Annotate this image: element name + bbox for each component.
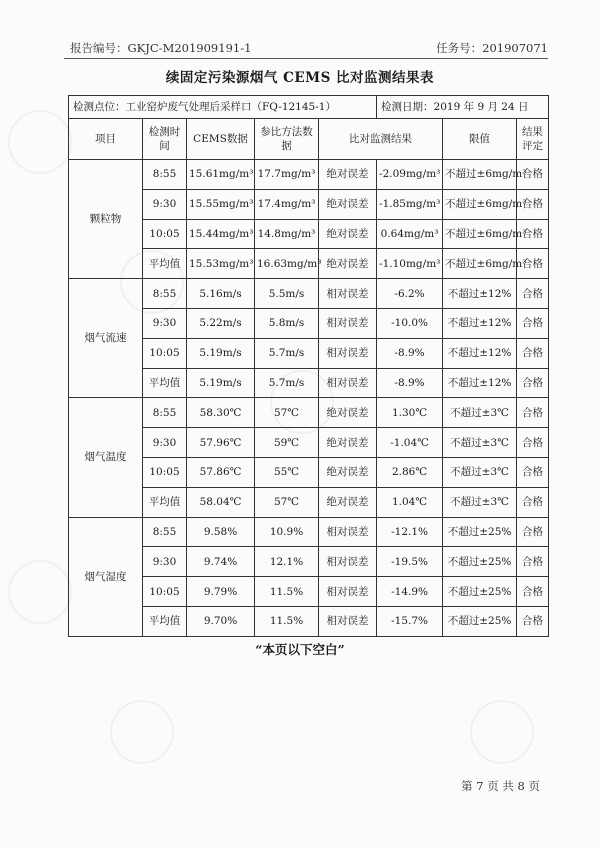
cell-limit: 不超过±12% xyxy=(443,368,517,398)
cell-time: 10:05 xyxy=(143,219,187,249)
cell-cems: 57.96℃ xyxy=(187,428,255,458)
cell-eval: 合格 xyxy=(517,338,549,368)
cell-type: 绝对误差 xyxy=(319,487,377,517)
cell-time: 10:05 xyxy=(143,457,187,487)
cell-limit: 不超过±3℃ xyxy=(443,398,517,428)
cell-cems: 58.30℃ xyxy=(187,398,255,428)
cell-eval: 合格 xyxy=(517,189,549,219)
cell-type: 绝对误差 xyxy=(319,398,377,428)
header-time xyxy=(143,119,187,160)
cell-cems: 9.74% xyxy=(187,547,255,577)
cell-eval: 合格 xyxy=(517,308,549,338)
cell-eval: 合格 xyxy=(517,279,549,309)
results-table xyxy=(68,95,549,637)
cell-type: 绝对误差 xyxy=(319,160,377,190)
cell-time: 8:55 xyxy=(143,160,187,190)
cell-ref: 5.7m/s xyxy=(255,338,319,368)
cell-cems: 15.61mg/m³ xyxy=(187,160,255,190)
cell-type: 相对误差 xyxy=(319,368,377,398)
table-row xyxy=(69,279,549,309)
cell-ref: 57℃ xyxy=(255,398,319,428)
cell-time: 10:05 xyxy=(143,338,187,368)
cell-ref: 16.63mg/m³ xyxy=(255,249,319,279)
cell-limit: 不超过±3℃ xyxy=(443,428,517,458)
group-name-cell: 颗粒物 xyxy=(69,160,143,279)
cell-limit: 不超过±25% xyxy=(443,517,517,547)
cell-eval: 合格 xyxy=(517,368,549,398)
cell-result: -2.09mg/m³ xyxy=(377,160,443,190)
cell-result: -8.9% xyxy=(377,338,443,368)
cell-cems: 9.70% xyxy=(187,606,255,636)
cell-cems: 15.44mg/m³ xyxy=(187,219,255,249)
table-row xyxy=(69,517,549,547)
cell-limit: 不超过±3℃ xyxy=(443,487,517,517)
cell-ref: 55℃ xyxy=(255,457,319,487)
cell-result: -8.9% xyxy=(377,368,443,398)
watermark-seal xyxy=(8,560,72,624)
cell-cems: 9.79% xyxy=(187,577,255,607)
sampling-location: 检测点位：工业窑炉废气处理后采样口（FQ-12145-1） xyxy=(69,96,377,119)
cell-result: 0.64mg/m³ xyxy=(377,219,443,249)
cell-eval: 合格 xyxy=(517,547,549,577)
cell-ref: 5.8m/s xyxy=(255,308,319,338)
header-compare: 比对监测结果 xyxy=(319,119,443,160)
group-name-cell: 烟气流速 xyxy=(69,279,143,398)
cell-result: -12.1% xyxy=(377,517,443,547)
task-number: 任务号：201907071 xyxy=(436,41,548,55)
cell-limit: 不超过±6mg/m³ xyxy=(443,189,517,219)
watermark-seal xyxy=(8,110,72,174)
cell-limit: 不超过±12% xyxy=(443,308,517,338)
cell-result: -1.10mg/m³ xyxy=(377,249,443,279)
cell-result: -10.0% xyxy=(377,308,443,338)
info-row xyxy=(69,96,549,119)
cell-cems: 57.86℃ xyxy=(187,457,255,487)
cell-type: 绝对误差 xyxy=(319,189,377,219)
group-name-cell: 烟气湿度 xyxy=(69,517,143,636)
cell-ref: 14.8mg/m³ xyxy=(255,219,319,249)
cell-ref: 5.5m/s xyxy=(255,279,319,309)
cell-ref: 59℃ xyxy=(255,428,319,458)
header-ref xyxy=(255,119,319,160)
cell-ref: 11.5% xyxy=(255,577,319,607)
report-number: 报告编号：GKJC-M201909191-1 xyxy=(70,41,252,55)
cell-eval: 合格 xyxy=(517,457,549,487)
cell-result: -14.9% xyxy=(377,577,443,607)
cell-type: 相对误差 xyxy=(319,547,377,577)
cell-limit: 不超过±6mg/m³ xyxy=(443,249,517,279)
header-ref-text: 参比方法数据 xyxy=(260,126,313,152)
table-header xyxy=(69,119,549,160)
cell-eval: 合格 xyxy=(517,398,549,428)
cell-type: 绝对误差 xyxy=(319,428,377,458)
cell-ref: 12.1% xyxy=(255,547,319,577)
cell-eval: 合格 xyxy=(517,160,549,190)
cell-ref: 57℃ xyxy=(255,487,319,517)
cell-result: -6.2% xyxy=(377,279,443,309)
cell-cems: 5.22m/s xyxy=(187,308,255,338)
cell-limit: 不超过±12% xyxy=(443,338,517,368)
cell-result: -1.85mg/m³ xyxy=(377,189,443,219)
cell-cems: 15.55mg/m³ xyxy=(187,189,255,219)
cell-eval: 合格 xyxy=(517,428,549,458)
cell-ref: 17.7mg/m³ xyxy=(255,160,319,190)
cell-type: 绝对误差 xyxy=(319,457,377,487)
header-time-text: 检测时间 xyxy=(148,126,181,152)
cell-limit: 不超过±6mg/m³ xyxy=(443,160,517,190)
cell-eval: 合格 xyxy=(517,517,549,547)
cell-time: 8:55 xyxy=(143,279,187,309)
cell-limit: 不超过±3℃ xyxy=(443,457,517,487)
cell-eval: 合格 xyxy=(517,577,549,607)
cell-result: 1.30℃ xyxy=(377,398,443,428)
cell-time: 9:30 xyxy=(143,547,187,577)
cell-type: 绝对误差 xyxy=(319,219,377,249)
cell-cems: 5.16m/s xyxy=(187,279,255,309)
header-eval xyxy=(517,119,549,160)
header-limit: 限值 xyxy=(443,119,517,160)
cell-cems: 9.58% xyxy=(187,517,255,547)
cell-cems: 5.19m/s xyxy=(187,368,255,398)
cell-ref: 10.9% xyxy=(255,517,319,547)
cell-limit: 不超过±12% xyxy=(443,279,517,309)
cell-ref: 5.7m/s xyxy=(255,368,319,398)
cell-cems: 15.53mg/m³ xyxy=(187,249,255,279)
watermark-seal xyxy=(470,700,534,764)
cell-result: -19.5% xyxy=(377,547,443,577)
cell-eval: 合格 xyxy=(517,487,549,517)
cell-result: 2.86℃ xyxy=(377,457,443,487)
cell-time: 8:55 xyxy=(143,517,187,547)
header-item: 项目 xyxy=(69,119,143,160)
cell-eval: 合格 xyxy=(517,606,549,636)
cell-time: 平均值 xyxy=(143,487,187,517)
header-divider xyxy=(64,58,548,59)
cell-time: 9:30 xyxy=(143,189,187,219)
watermark-seal xyxy=(110,700,174,764)
sampling-date: 检测日期：2019 年 9 月 24 日 xyxy=(377,96,549,119)
cell-limit: 不超过±25% xyxy=(443,606,517,636)
cell-type: 相对误差 xyxy=(319,517,377,547)
page-number: 第 7 页 共 8 页 xyxy=(461,779,540,793)
cell-eval: 合格 xyxy=(517,249,549,279)
cell-result: -1.04℃ xyxy=(377,428,443,458)
header-cems xyxy=(187,119,255,160)
cell-limit: 不超过±25% xyxy=(443,577,517,607)
cell-result: -15.7% xyxy=(377,606,443,636)
cell-type: 相对误差 xyxy=(319,338,377,368)
cell-ref: 11.5% xyxy=(255,606,319,636)
cell-cems: 5.19m/s xyxy=(187,338,255,368)
cell-time: 9:30 xyxy=(143,428,187,458)
cell-cems: 58.04℃ xyxy=(187,487,255,517)
cell-type: 相对误差 xyxy=(319,606,377,636)
cell-result: 1.04℃ xyxy=(377,487,443,517)
cell-time: 9:30 xyxy=(143,308,187,338)
header-eval-text: 结果评定 xyxy=(522,126,544,152)
header-cems-text: CEMS数据 xyxy=(193,133,248,145)
document-title: 续固定污染源烟气 CEMS 比对监测结果表 xyxy=(165,70,435,86)
cell-eval: 合格 xyxy=(517,219,549,249)
table-row xyxy=(69,160,549,190)
cell-time: 8:55 xyxy=(143,398,187,428)
cell-limit: 不超过±25% xyxy=(443,547,517,577)
cell-time: 平均值 xyxy=(143,606,187,636)
cell-type: 相对误差 xyxy=(319,279,377,309)
cell-ref: 17.4mg/m³ xyxy=(255,189,319,219)
cell-time: 平均值 xyxy=(143,368,187,398)
cell-type: 绝对误差 xyxy=(319,249,377,279)
table-row xyxy=(69,398,549,428)
cell-time: 平均值 xyxy=(143,249,187,279)
group-name-cell: 烟气温度 xyxy=(69,398,143,517)
blank-note: “本页以下空白” xyxy=(255,642,345,657)
cell-type: 相对误差 xyxy=(319,577,377,607)
page-header xyxy=(70,40,548,56)
cell-limit: 不超过±6mg/m³ xyxy=(443,219,517,249)
cell-type: 相对误差 xyxy=(319,308,377,338)
cell-time: 10:05 xyxy=(143,577,187,607)
